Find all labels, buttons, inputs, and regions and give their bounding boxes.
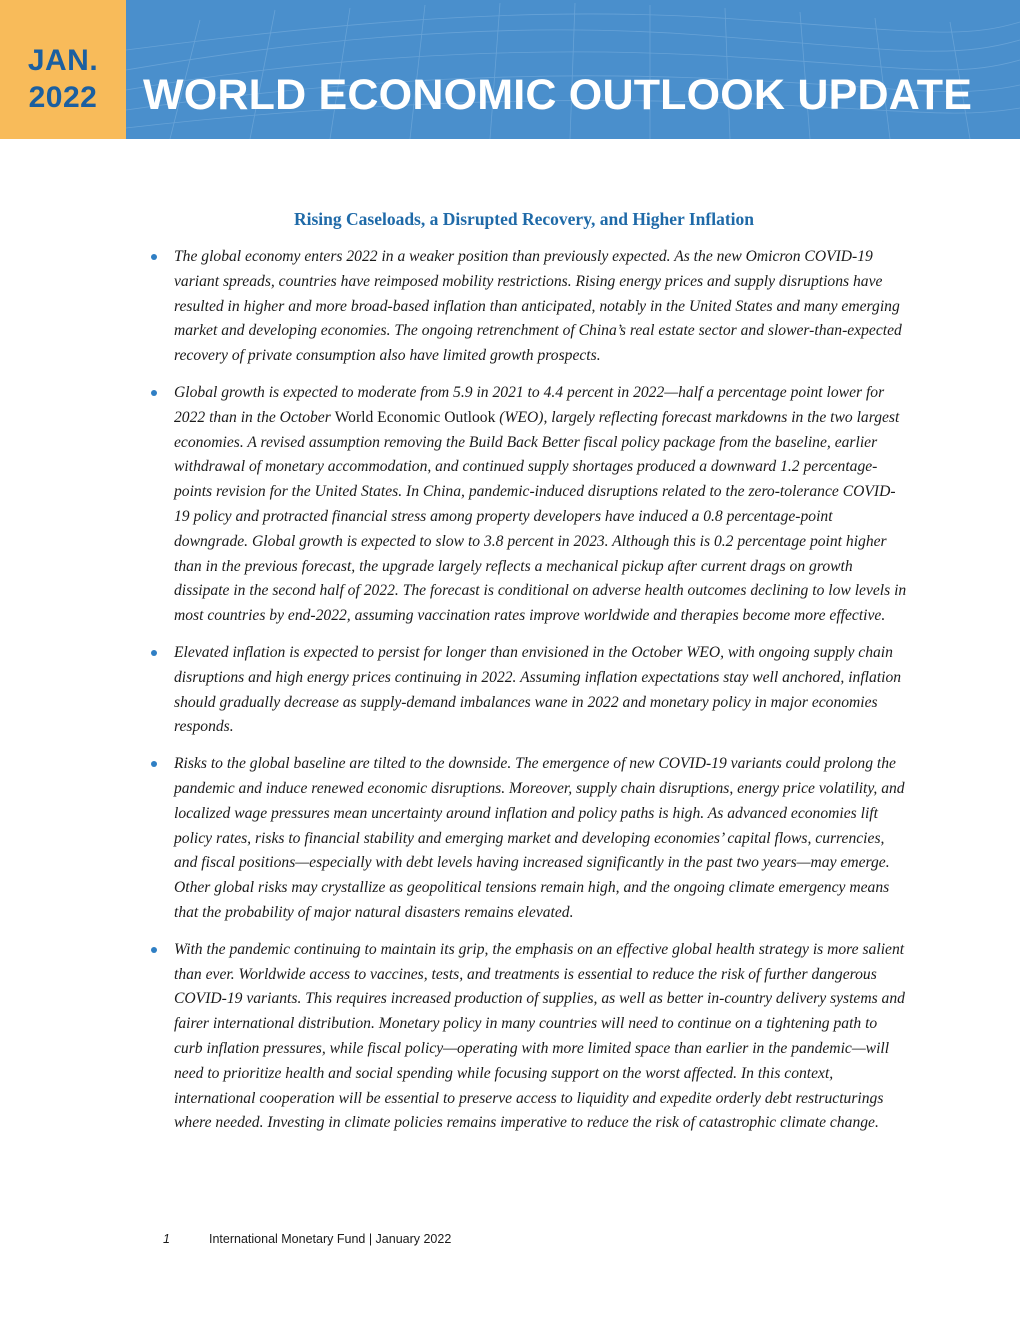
bullet-text: Elevated inflation is expected to persist for longer than envisioned in the October WEO, with ongoing supply chain disruptions and high energy prices continuing in 2022. Assuming inflation expectations stay well anchored, inflation should gradually decrease as supply-demand imbalances wane in 2022 and monetary policy in major economies responds.: [174, 643, 902, 736]
bullet-item: [148, 245, 908, 369]
bullet-item: [148, 752, 908, 926]
page-number: 1: [163, 1232, 170, 1246]
page-title: WORLD ECONOMIC OUTLOOK UPDATE: [143, 71, 973, 119]
bullet-dot-icon: [151, 761, 157, 767]
bullet-item: [148, 641, 908, 740]
bullet-text-after: (WEO), largely reflecting forecast markdowns in the two largest economies. A revised assumption removing the Build Back Better fiscal policy package from the baseline, earlier withdrawal of monetary accommodation, and continued supply shortages produced a downward 1.2 percentage-points revision for the United States. In China, pandemic-induced disruptions related to the zero-tolerance COVID-19 policy and protracted financial stress among property developers have induced a 0.8 percentage-point downgrade. Global growth is expected to slow to 3.8 percent in 2023. Although this is 0.2 percentage point higher than in the previous forecast, the upgrade largely reflects a mechanical pickup after current drags on growth dissipate in the second half of 2022. The forecast is conditional on adverse health outcomes declining to low levels in most countries by end-2022, assuming vaccination rates improve worldwide and therapies become more effective.: [174, 408, 907, 625]
section-heading: Rising Caseloads, a Disrupted Recovery, and Higher Inflation: [293, 209, 755, 229]
bullet-dot-icon: [151, 390, 157, 396]
bullet-dot-icon: [151, 650, 157, 656]
footer-text: International Monetary Fund | January 2022: [209, 1232, 452, 1246]
bullet-text: With the pandemic continuing to maintain its grip, the emphasis on an effective global health strategy is more salient than ever. Worldwide access to vaccines, tests, and treatments is essential to reduce the risk of further dangerous COVID-19 variants. This requires increased production of supplies, as well as better in-country delivery systems and fairer international distribution. Monetary policy in many countries will need to continue on a tightening path to curb inflation pressures, while fiscal policy—operating with more limited space than earlier in the pandemic—will need to prioritize health and social spending while focusing support on the worst affected. In this context, international cooperation will be essential to preserve access to liquidity and expedite orderly debt restructurings where needed. Investing in climate policies remains imperative to reduce the risk of catastrophic climate change.: [174, 940, 905, 1132]
page-footer: [163, 1232, 451, 1246]
date-month: JAN.: [27, 44, 99, 77]
bullet-item: [148, 381, 908, 629]
bullet-text-before: Global growth is expected to moderate from 5.9 in 2021 to 4.4 percent in 2022—half a percentage point lower for 2022 than in the October: [174, 383, 885, 426]
bullet-list: [148, 245, 908, 1148]
bullet-text: The global economy enters 2022 in a weaker position than previously expected. As the new Omicron COVID-19 variant spreads, countries have reimposed mobility restrictions. Rising energy prices and supply disruptions have resulted in higher and more broad-based inflation than anticipated, notably in the United States and many emerging market and developing economies. The ongoing retrenchment of China’s real estate sector and slower-than-expected recovery of private consumption also have limited growth prospects.: [174, 248, 902, 365]
bullet-dot-icon: [151, 947, 157, 953]
date-badge: [0, 0, 126, 139]
bullet-item: [148, 938, 908, 1136]
bullet-text: Risks to the global baseline are tilted to the downside. The emergence of new COVID-19 variants could prolong the pandemic and induce renewed economic disruptions. Moreover, supply chain disruptions, energy price volatility, and localized wage pressures mean uncertainty around inflation and policy paths is high. As advanced economies lift policy rates, risks to financial stability and emerging market and developing economies’ capital flows, currencies, and fiscal positions—especially with debt levels having increased significantly in the past two years—may emerge. Other global risks may crystallize as geopolitical tensions remain high, and the ongoing climate emergency means that the probability of major natural disasters remains elevated.: [174, 755, 905, 921]
header-banner: [0, 0, 1020, 139]
date-year: 2022: [28, 81, 98, 114]
publication-title: World Economic Outlook: [334, 408, 496, 426]
bullet-dot-icon: [151, 254, 157, 260]
